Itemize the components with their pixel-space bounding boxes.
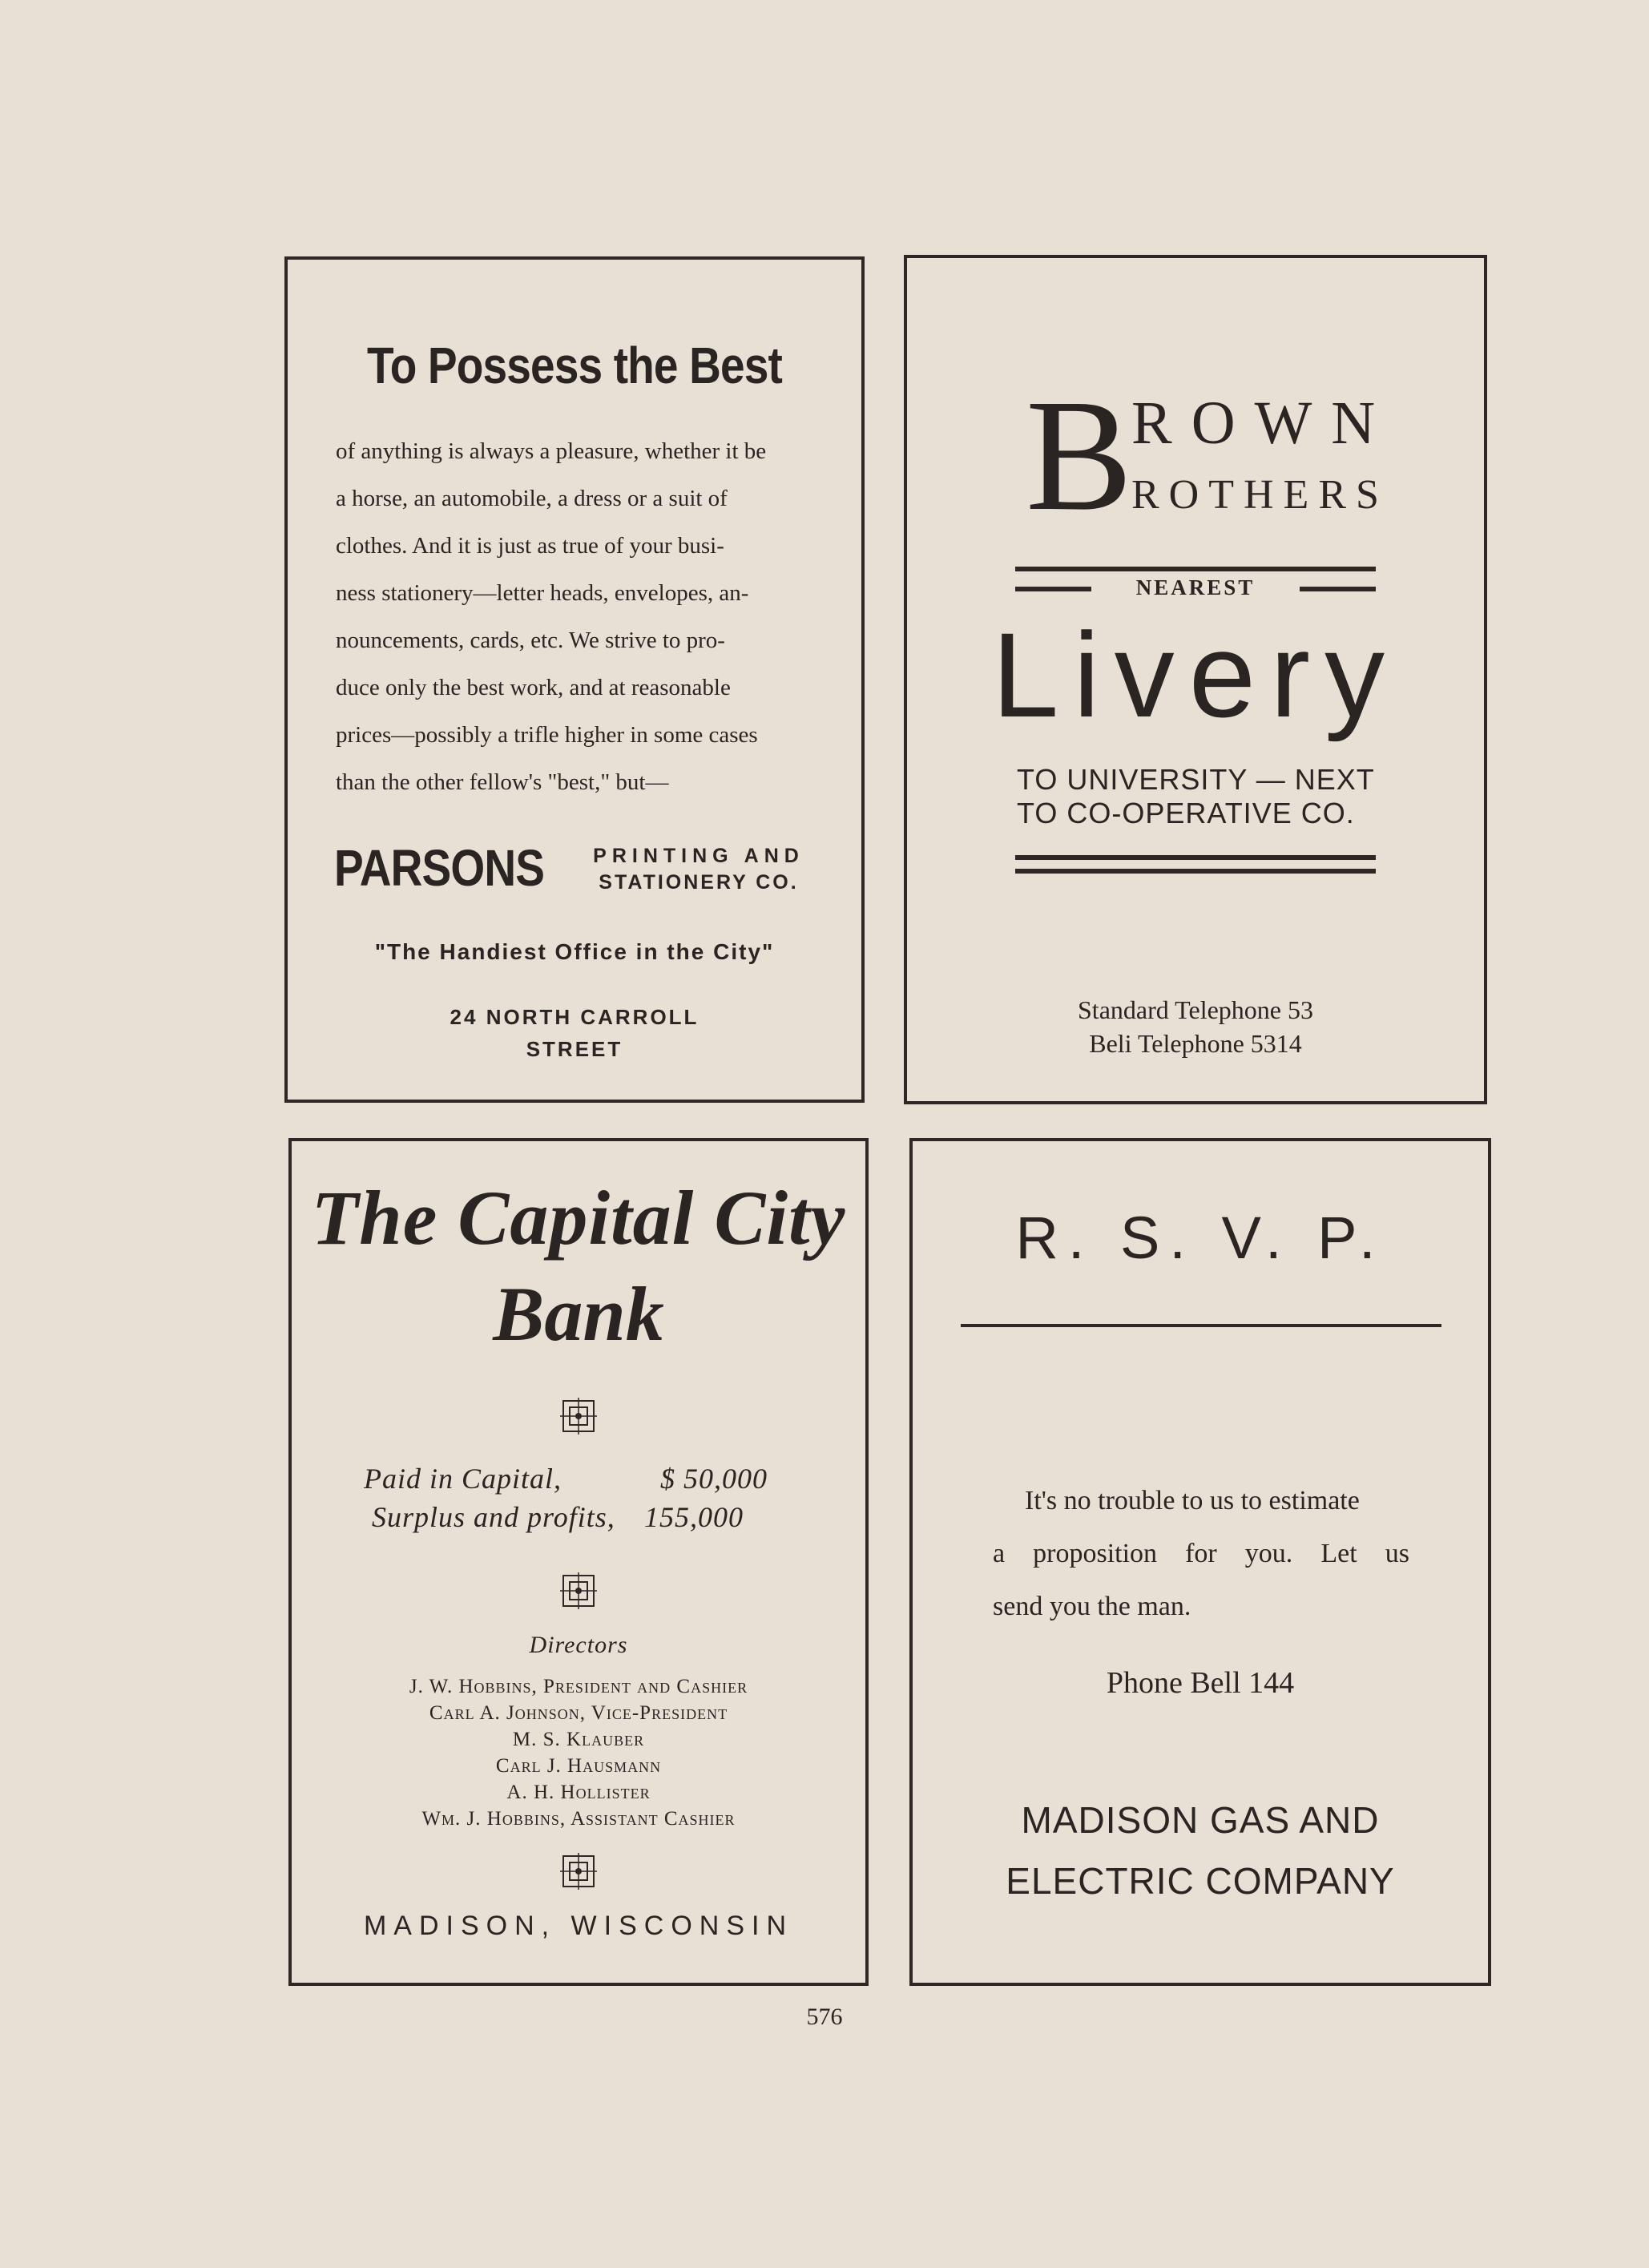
rsvp-heading: R. S. V. P. bbox=[1015, 1205, 1385, 1271]
bank-name-line1: The Capital City bbox=[311, 1175, 846, 1261]
capital-value: $ 50,000 bbox=[660, 1463, 768, 1495]
pitch-word: you. bbox=[1244, 1539, 1293, 1568]
company-type-line1: PRINTING AND bbox=[593, 845, 804, 867]
director-entry: Wm. J. Hobbins, Assistant Cashier bbox=[421, 1808, 736, 1830]
bank-name-line2: Bank bbox=[493, 1271, 664, 1357]
pitch-word: proposition bbox=[1033, 1539, 1158, 1568]
telephone-bell: Beli Telephone 5314 bbox=[1089, 1029, 1302, 1058]
director-entry: A. H. Hollister bbox=[506, 1782, 651, 1803]
telephone-standard: Standard Telephone 53 bbox=[1078, 995, 1313, 1024]
directors-title: Directors bbox=[529, 1632, 628, 1658]
page-number: 576 bbox=[806, 2004, 843, 2030]
body-line: ness stationery—letter heads, envelopes, an- bbox=[336, 580, 749, 606]
surplus-label: Surplus and profits, bbox=[372, 1501, 615, 1533]
address-line1: 24 NORTH CARROLL bbox=[450, 1005, 700, 1029]
company-type-line2: STATIONERY CO. bbox=[599, 871, 799, 894]
bank-location: MADISON, WISCONSIN bbox=[363, 1911, 794, 1941]
pitch-word: for bbox=[1185, 1539, 1217, 1568]
nearest-label: NEAREST bbox=[1135, 575, 1256, 599]
ornament-icon bbox=[560, 1398, 597, 1435]
directors-list bbox=[292, 1673, 865, 1832]
body-line: of anything is always a pleasure, whether it be bbox=[336, 438, 767, 464]
address-line2: STREET bbox=[526, 1037, 623, 1061]
surplus-value: 155,000 bbox=[644, 1501, 744, 1533]
company-name-line1: MADISON GAS AND bbox=[1021, 1799, 1380, 1841]
body-line: clothes. And it is just as true of your busi- bbox=[336, 533, 724, 559]
body-line: nouncements, cards, etc. We strive to pro- bbox=[336, 628, 725, 653]
ad-headline: To Possess the Best bbox=[367, 337, 782, 394]
ad-body-text bbox=[336, 428, 817, 806]
pitch-line2 bbox=[993, 1539, 1409, 1569]
body-line: prices—possibly a trifle higher in some cases bbox=[336, 722, 758, 748]
director-entry: J. W. Hobbins, President and Cashier bbox=[409, 1676, 748, 1697]
pitch-line1: It's no trouble to us to estimate bbox=[1025, 1486, 1360, 1515]
ornament-icon bbox=[560, 1853, 597, 1890]
location-line1: TO UNIVERSITY — NEXT bbox=[1017, 763, 1375, 796]
pitch-word: a bbox=[993, 1539, 1006, 1568]
madison-gas-advertisement bbox=[909, 1138, 1491, 1986]
director-entry: Carl A. Johnson, Vice-President bbox=[429, 1702, 728, 1724]
ornament-icon bbox=[560, 1572, 597, 1609]
body-line: a horse, an automobile, a dress or a suit of bbox=[336, 486, 728, 511]
divider-rule bbox=[961, 1324, 1441, 1327]
brown-brothers-advertisement bbox=[904, 255, 1487, 1104]
pitch-line3: send you the man. bbox=[993, 1592, 1191, 1621]
location-line2: TO CO-OPERATIVE CO. bbox=[1017, 797, 1355, 829]
pitch-word: us bbox=[1385, 1539, 1409, 1568]
name-part-rothers: ROTHERS bbox=[1131, 472, 1389, 518]
body-line: than the other fellow's "best," but— bbox=[336, 769, 669, 795]
initial-letter: B bbox=[1026, 367, 1133, 544]
phone-number: Phone Bell 144 bbox=[1106, 1666, 1295, 1700]
director-entry: Carl J. Hausmann bbox=[495, 1755, 662, 1777]
livery-title: Livery bbox=[991, 607, 1400, 742]
company-name: PARSONS bbox=[334, 839, 545, 897]
company-name-line2: ELECTRIC COMPANY bbox=[1006, 1860, 1395, 1902]
divider-rule bbox=[1015, 567, 1376, 571]
capital-label: Paid in Capital, bbox=[364, 1463, 562, 1495]
pitch-word: Let bbox=[1320, 1539, 1357, 1568]
body-line: duce only the best work, and at reasonable bbox=[336, 675, 731, 700]
director-entry: M. S. Klauber bbox=[512, 1729, 645, 1750]
slogan: "The Handiest Office in the City" bbox=[374, 939, 775, 964]
divider-rule bbox=[1015, 855, 1376, 860]
capital-city-bank-advertisement bbox=[288, 1138, 869, 1986]
parsons-advertisement bbox=[284, 256, 865, 1103]
name-part-rown: ROWN bbox=[1131, 389, 1395, 457]
divider-rule bbox=[1015, 869, 1376, 874]
